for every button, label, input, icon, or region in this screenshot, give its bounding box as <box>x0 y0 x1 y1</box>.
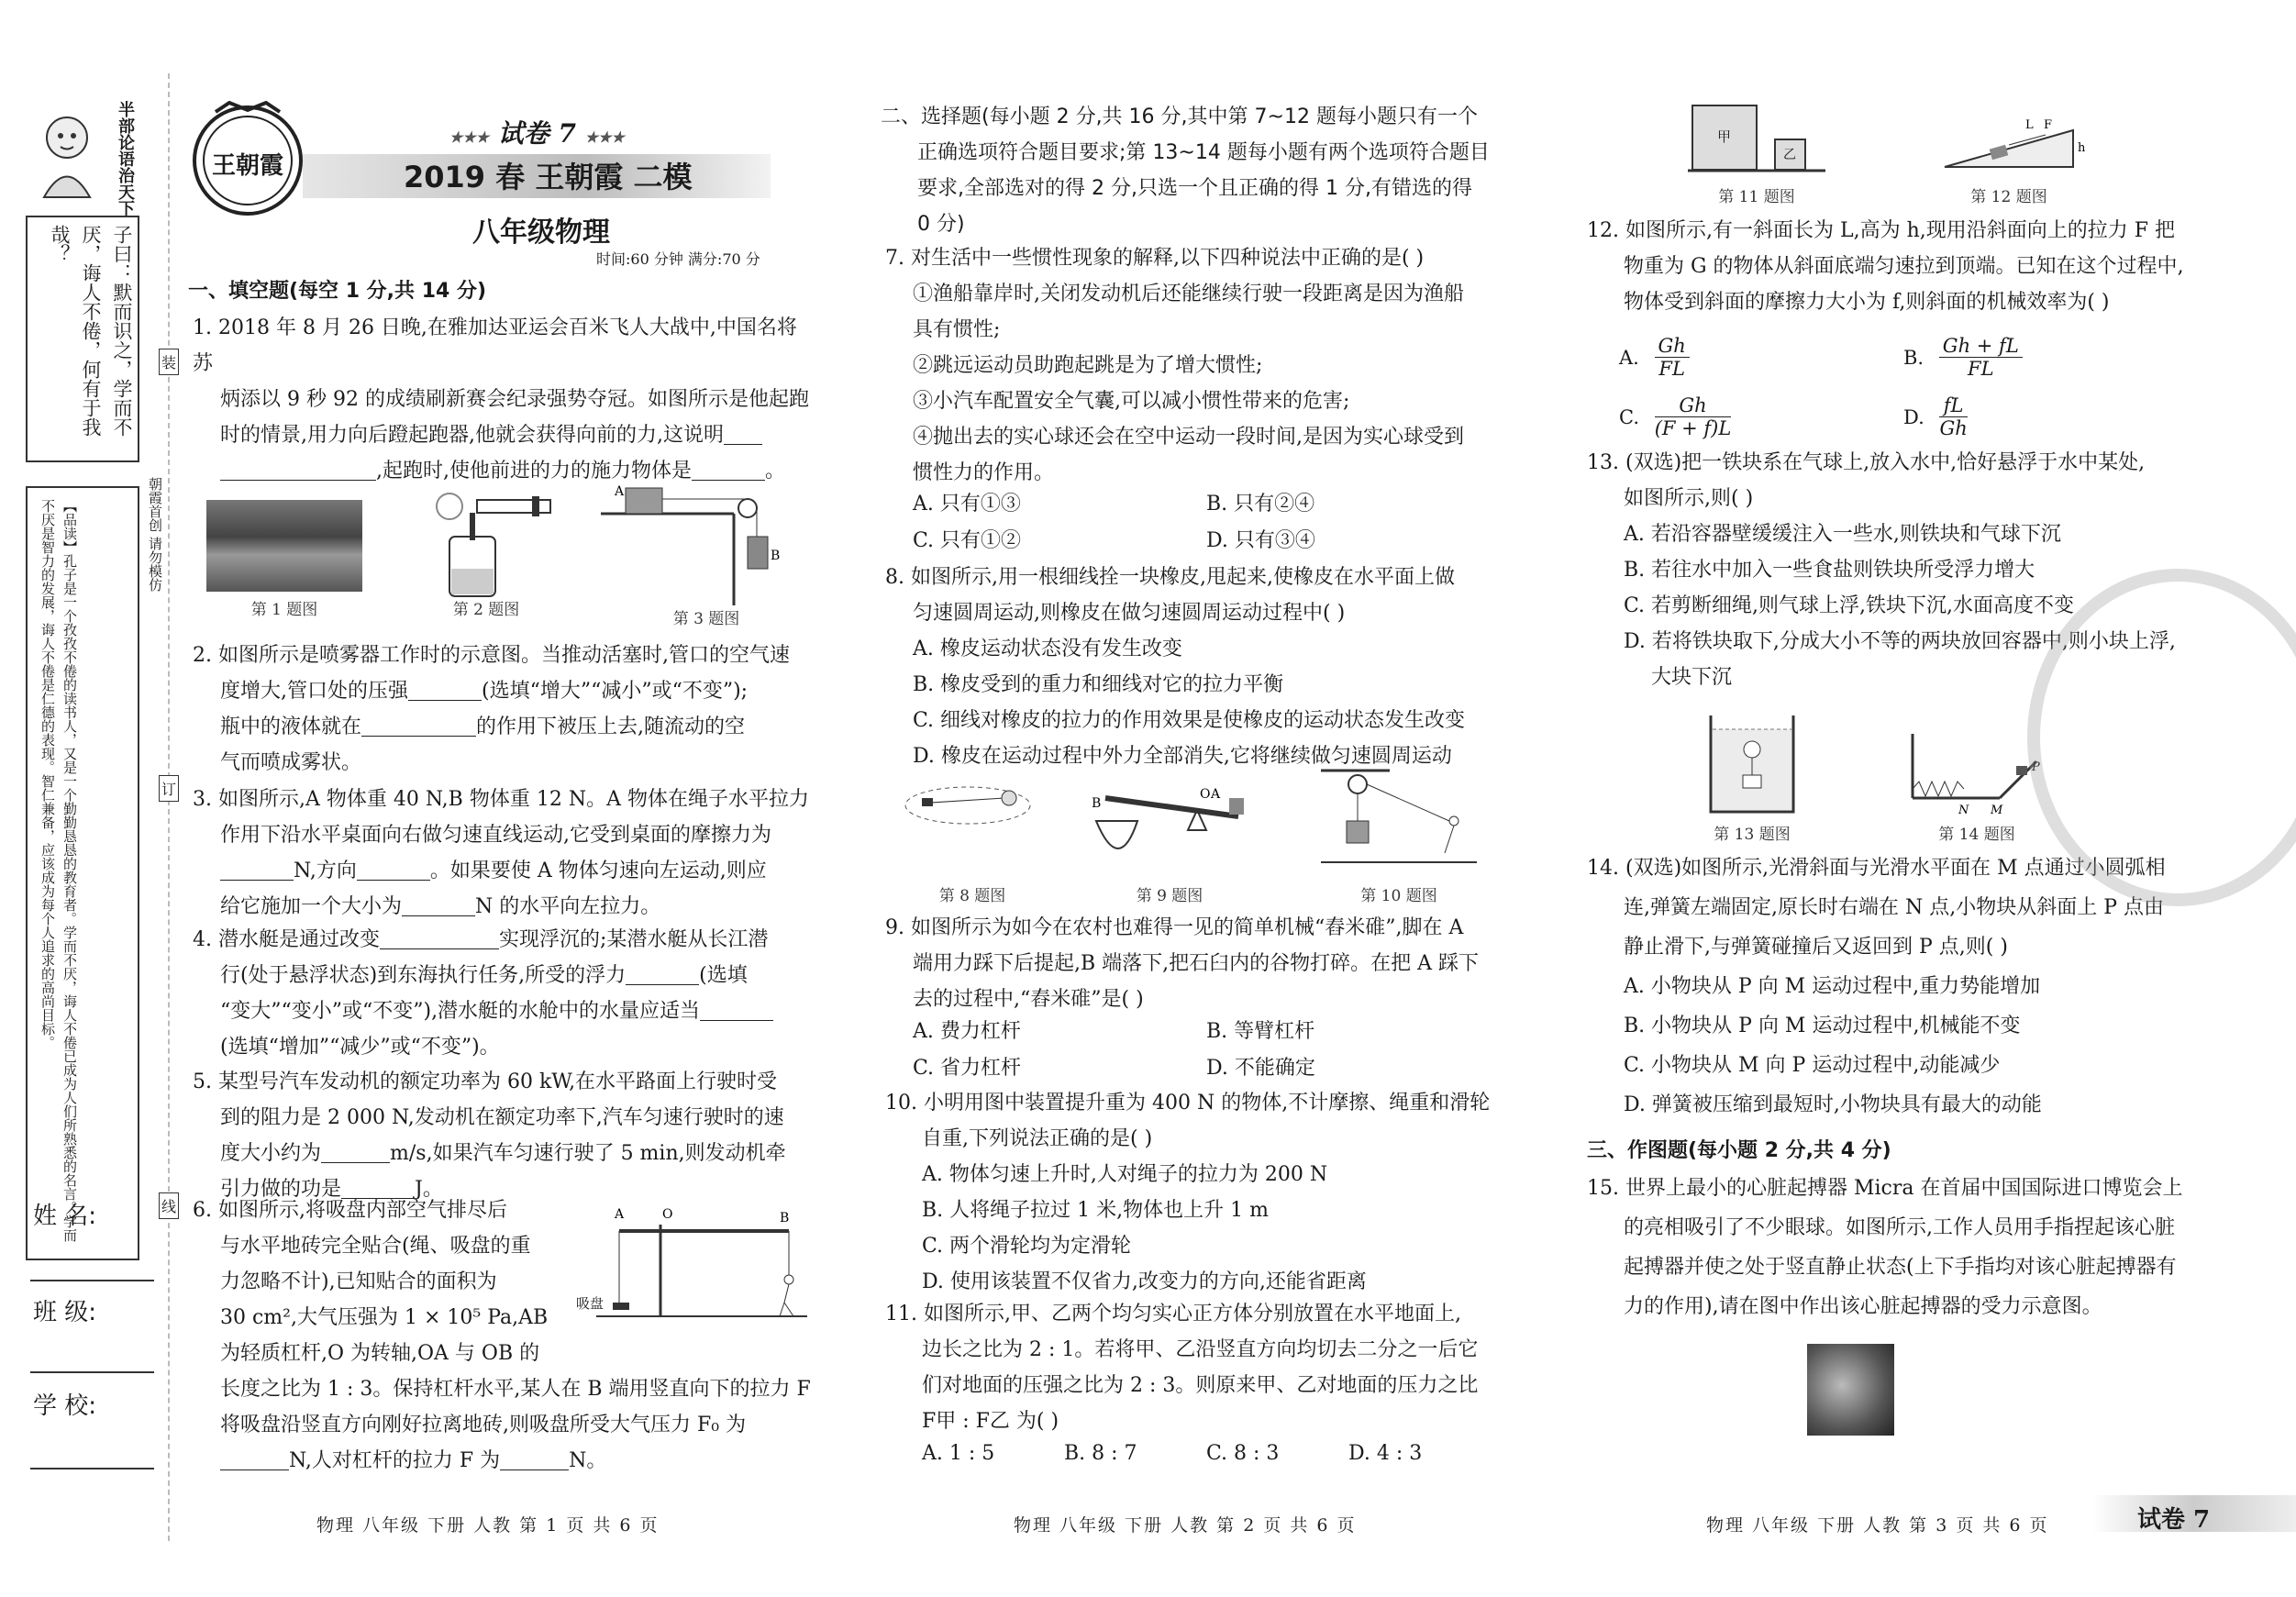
section2-title-line: 要求,全部选对的得 2 分,只选一个且正确的得 1 分,有错选的得 <box>917 177 1472 200</box>
q11-line: 们对地面的压强之比为 2 : 3。则原来甲、乙对地面的压力之比 <box>922 1374 1479 1397</box>
q4-text: 实现浮沉的;某潜水艇从长江潜 <box>498 928 769 951</box>
svg-text:B: B <box>771 549 780 563</box>
q8-line: 8. 如图所示,用一根细线拴一块橡皮,甩起来,使橡皮在水平面上做 <box>885 566 1455 589</box>
q2-text: 瓶中的液体就在 <box>220 715 362 738</box>
footer-page-1: 物理 八年级 下册 人教 第 1 页 共 6 页 <box>316 1515 660 1536</box>
q6-line: 6. 如图所示,将吸盘内部空气排尽后 <box>193 1199 507 1222</box>
figure-14-spring <box>1908 725 2046 816</box>
numerator: Gh <box>1655 335 1690 358</box>
answer-blank[interactable] <box>220 458 376 481</box>
name-label: 姓 名: <box>33 1203 97 1230</box>
q7-line: 惯性力的作用。 <box>913 461 1055 484</box>
q6-line <box>193 1443 826 1479</box>
q7-line: ③小汽车配置安全气囊,可以减小惯性带来的危害; <box>913 390 1350 413</box>
option-a[interactable]: A. 小物块从 P 向 M 运动过程中,重力势能增加 <box>1624 975 2041 998</box>
answer-blank[interactable] <box>357 858 430 881</box>
q4-line <box>193 993 816 1029</box>
school-label: 学 校: <box>33 1392 97 1420</box>
answer-blank[interactable] <box>500 1447 569 1470</box>
q11-line: 边长之比为 2 : 1。若将甲、乙沿竖直方向均切去二分之一后它 <box>922 1338 1479 1361</box>
figure-6-lever <box>596 1202 807 1321</box>
figure-8-rotation <box>904 771 1041 835</box>
denominator: FL <box>1658 358 1685 380</box>
figure-14-caption: 第 14 题图 <box>1938 826 2015 844</box>
option-b[interactable]: B. 小物块从 P 向 M 运动过程中,机械能不变 <box>1624 1015 2021 1037</box>
q10-line: 10. 小明用图中装置提升重为 400 N 的物体,不计摩擦、绳重和滑轮 <box>885 1092 1491 1115</box>
section2-title-line: 正确选项符合题目要求;第 13~14 题每小题有两个选项符合题目 <box>917 141 1490 164</box>
figure-1-image <box>206 500 362 592</box>
option-c[interactable] <box>1619 394 1731 440</box>
option-d[interactable]: D. 弹簧被压缩到最短时,小物块具有最大的动能 <box>1624 1093 2042 1116</box>
question-4 <box>193 922 816 1065</box>
q4-text: 行(处于悬浮状态)到东海执行任务,所受的浮力 <box>220 964 627 987</box>
option-d[interactable]: D. 4 : 3 <box>1348 1442 1423 1465</box>
option-letter: B. <box>1903 347 1924 369</box>
q9-options <box>913 1014 1509 1087</box>
figure-9-caption: 第 9 题图 <box>1136 887 1203 905</box>
time-info: 时间:60 分钟 满分:70 分 <box>596 250 760 268</box>
q15-line: 力的作用),请在图中作出该心脏起搏器的受力示意图。 <box>1624 1295 2102 1318</box>
answer-blank[interactable] <box>626 962 699 985</box>
cut-mark-2: 订 <box>159 775 179 802</box>
q15-line: 的亮相吸引了不少眼球。如图所示,工作人员用手指捏起该心脏 <box>1624 1216 2175 1239</box>
q2-line <box>193 673 816 709</box>
figure-3-pulley <box>596 477 780 605</box>
option-b[interactable]: B. 人将绳子拉过 1 米,物体也上升 1 m <box>922 1199 1269 1222</box>
header-series <box>449 114 625 150</box>
q9-line: 去的过程中,“舂米碓”是( ) <box>913 988 1144 1011</box>
option-a[interactable]: A. 1 : 5 <box>922 1442 995 1465</box>
q7-line: 具有惯性; <box>913 318 1001 341</box>
option-a[interactable]: A. 若沿容器壁缓缓注入一些水,则铁块和气球下沉 <box>1624 523 2061 546</box>
page-title: 2019 春 王朝霞 二模 <box>404 160 693 194</box>
q2-text: (选填“增大”“减小”或“不变”); <box>482 680 749 703</box>
q11-line: F甲 : F乙 为( ) <box>922 1410 1059 1433</box>
q5-text: 引力做的功是 <box>220 1178 342 1201</box>
answer-blank[interactable] <box>724 422 762 445</box>
q12-line: 物体受到斜面的摩擦力大小为 f,则斜面的机械效率为( ) <box>1624 291 2110 314</box>
q15-line: 15. 世界上最小的心脏起搏器 Micra 在首届中国国际进口博览会上 <box>1587 1177 2183 1200</box>
q12-line: 物重为 G 的物体从斜面底端匀速拉到顶端。已知在这个过程中, <box>1624 255 2184 278</box>
q9-line: 端用力踩下后提起,B 端落下,把石臼内的谷物打碎。在把 A 踩下 <box>913 952 1480 975</box>
svg-text:N: N <box>1958 804 1969 816</box>
denominator: FL <box>1968 358 1994 380</box>
cut-mark-3: 线 <box>159 1192 179 1219</box>
q12-line: 12. 如图所示,有一斜面长为 L,高为 h,现用沿斜面向上的拉力 F 把 <box>1587 219 2175 242</box>
q1-line: 1. 2018 年 8 月 26 日晚,在雅加达亚运会百米飞人大战中,中国名将苏 <box>193 316 797 375</box>
motto-vertical: 半部论语治天下 <box>116 101 135 216</box>
q3-line: 3. 如图所示,A 物体重 40 N,B 物体重 12 N。A 物体在绳子水平拉力 <box>193 788 809 811</box>
numerator: fL <box>1939 394 1967 417</box>
q3-text: N,方向 <box>294 859 357 882</box>
sidebar <box>26 101 154 1532</box>
fraction <box>1655 394 1732 439</box>
subject-title: 八年级物理 <box>472 216 610 249</box>
class-field[interactable] <box>30 1362 154 1373</box>
q8-line: 匀速圆周运动,则橡皮在做匀速圆周运动过程中( ) <box>913 602 1346 625</box>
option-d[interactable]: D. 使用该装置不仅省力,改变力的方向,还能省距离 <box>922 1270 1367 1293</box>
option-a[interactable]: A. 物体匀速上升时,人对绳子的拉力为 200 N <box>922 1163 1328 1186</box>
svg-text:B: B <box>1092 796 1102 811</box>
option-d[interactable]: D. 若将铁块取下,分成大小不等的两块放回容器中,则小块上浮, <box>1624 630 2176 653</box>
q3-text: 。如果要使 A 物体匀速向左运动,则应 <box>429 859 767 882</box>
figure-12-incline <box>1936 101 2091 174</box>
q1-line: 炳添以 9 秒 92 的成绩刷新赛会纪录强势夺冠。如图所示是他起跑 <box>220 388 809 411</box>
name-field[interactable] <box>30 1270 154 1281</box>
answer-blank[interactable] <box>321 1140 390 1163</box>
svg-text:A: A <box>1211 787 1221 802</box>
q6-line: 长度之比为 1 : 3。保持杠杆水平,某人在 B 端用竖直向下的拉力 F <box>220 1378 811 1401</box>
option-b[interactable] <box>1903 335 2023 381</box>
answer-blank[interactable] <box>408 678 482 701</box>
answer-blank[interactable] <box>220 1447 289 1470</box>
option-c[interactable]: C. 8 : 3 <box>1206 1442 1280 1465</box>
q13-line: 如图所示,则( ) <box>1624 487 1754 510</box>
q7-line: ①渔船靠岸时,关闭发动机后还能继续行驶一段距离是因为渔船 <box>913 283 1464 305</box>
question-1 <box>193 310 816 489</box>
question-9 <box>885 910 1527 1017</box>
cartoon-figure-icon <box>26 110 108 202</box>
section2-title <box>881 99 1523 242</box>
option-c[interactable]: C. 细线对橡皮的拉力的作用效果是使橡皮的运动状态发生改变 <box>913 709 1466 732</box>
q3-line <box>193 889 816 925</box>
binding-line <box>168 73 170 1541</box>
option-letter: A. <box>1619 347 1639 369</box>
option-letter: C. <box>1619 406 1639 428</box>
svg-text:A: A <box>615 1207 625 1222</box>
q7-line: ②跳远运动员助跑起跳是为了增大惯性; <box>913 354 1263 377</box>
figure-2-sprayer <box>413 482 560 601</box>
section1-title: 一、填空题(每空 1 分,共 14 分) <box>188 280 487 303</box>
option-c[interactable]: C. 小物块从 M 向 P 运动过程中,动能减少 <box>1624 1054 2001 1077</box>
q4-line <box>193 922 816 958</box>
option-a[interactable]: A. 只有①③ <box>913 493 1021 516</box>
figure-11-caption: 第 11 题图 <box>1718 188 1795 206</box>
series-label: 试卷 7 <box>497 118 577 149</box>
fraction <box>1939 394 1967 439</box>
q11-options <box>922 1436 1518 1472</box>
footer-page-3: 物理 八年级 下册 人教 第 3 页 共 6 页 <box>1706 1515 2049 1536</box>
fraction <box>1939 335 2023 380</box>
figure-8-caption: 第 8 题图 <box>938 887 1006 905</box>
question-10 <box>885 1085 1527 1300</box>
option-d[interactable]: D. 橡皮在运动过程中外力全部消失,它将继续做匀速圆周运动 <box>913 745 1452 768</box>
q2-line: 气而喷成雾状。 <box>220 751 362 774</box>
q1-text: 。 <box>765 460 786 482</box>
answer-blank[interactable] <box>380 926 499 949</box>
svg-text:L: L <box>2025 118 2034 132</box>
q14-line: 14. (双选)如图所示,光滑斜面与光滑水平面在 M 点通过小圆弧相 <box>1587 857 2166 880</box>
svg-text:O: O <box>1200 787 1211 802</box>
quote-text: 子曰：默而识之，学而不厌，诲人不倦，何有于我哉？ <box>49 225 133 437</box>
q5-text: m/s,如果汽车匀速行驶了 5 min,则发动机牵 <box>390 1142 786 1165</box>
q10-line: 自重,下列说法正确的是( ) <box>922 1127 1153 1150</box>
q4-text: “变大”“变小”或“不变”),潜水艇的水舱中的水量应适当 <box>220 1000 701 1023</box>
q9-line: 9. 如图所示为如今在农村也难得一见的简单机械“舂米碓”,脚在 A <box>885 916 1464 939</box>
denominator: (F + f)L <box>1654 417 1732 439</box>
q5-line <box>193 1136 816 1171</box>
q15-line: 起搏器并使之处于竖直静止状态(上下手指均对该心脏起搏器有 <box>1624 1256 2177 1279</box>
reading-box <box>26 486 139 1260</box>
figure-15-pacemaker-photo <box>1807 1344 1894 1436</box>
quote-box <box>26 216 139 462</box>
answer-blank[interactable] <box>700 998 773 1021</box>
figure-2-caption: 第 2 题图 <box>452 601 520 619</box>
footer-series: 试卷 7 <box>2137 1506 2211 1534</box>
q7-options <box>913 486 1509 560</box>
section2-title-line: 二、选择题(每小题 2 分,共 16 分,其中第 7~12 题每小题只有一个 <box>881 105 1478 128</box>
q5-line: 5. 某型号汽车发动机的额定功率为 60 kW,在水平路面上行驶时受 <box>193 1070 778 1093</box>
question-11 <box>885 1296 1527 1439</box>
figure-13-container <box>1706 711 1798 816</box>
reading-text: 【品读】孔子是一个孜孜不倦的读书人，又是一个勤勤恳恳的教育者。学而不厌，诲人不倦已成为人们所熟悉的名言。学而不厌是智力的发展，诲人不倦是仁德的表现。智仁兼备，应该成为每个人追求的高尚目标。 <box>39 499 78 1242</box>
q2-line <box>193 709 816 745</box>
q6-text: N。 <box>569 1449 607 1472</box>
option-a[interactable] <box>1619 335 1690 381</box>
q13-line: 大块下沉 <box>1651 666 1733 689</box>
question-7 <box>885 240 1527 491</box>
q11-line: 11. 如图所示,甲、乙两个均匀实心正方体分别放置在水平地面上, <box>885 1303 1461 1325</box>
figure-10-caption: 第 10 题图 <box>1360 887 1437 905</box>
q14-line: 静止滑下,与弹簧碰撞后又返回到 P 点,则( ) <box>1624 936 2008 959</box>
q5-line: 到的阻力是 2 000 N,发动机在额定功率下,汽车匀速行驶时的速 <box>220 1106 784 1129</box>
numerator: Gh + fL <box>1939 335 2023 358</box>
answer-blank[interactable] <box>220 858 294 881</box>
series-stars-right: ★★★ <box>584 128 625 146</box>
option-a[interactable]: A. 橡皮运动状态没有发生改变 <box>913 638 1182 660</box>
question-5 <box>193 1064 816 1207</box>
option-d[interactable]: D. 不能确定 <box>1206 1057 1315 1080</box>
q3-text: N 的水平向左拉力。 <box>475 895 661 918</box>
q7-line: 7. 对生活中一些惯性现象的解释,以下四种说法中正确的是( ) <box>885 247 1425 270</box>
question-15 <box>1587 1169 2247 1326</box>
q3-text: 给它施加一个大小为 <box>220 895 403 918</box>
q1-line <box>193 417 816 453</box>
svg-text:A: A <box>615 484 625 499</box>
cube-yi-label: 乙 <box>1783 148 1796 162</box>
numerator: Gh <box>1655 394 1732 417</box>
option-a[interactable]: A. 费力杠杆 <box>913 1020 1021 1043</box>
figure-9-lever <box>1092 775 1257 876</box>
svg-text:P: P <box>2032 760 2040 774</box>
option-b[interactable]: B. 若往水中加入一些食盐则铁块所受浮力增大 <box>1624 559 2035 582</box>
option-b[interactable]: B. 只有②④ <box>1206 493 1315 516</box>
option-b[interactable]: B. 8 : 7 <box>1064 1442 1137 1465</box>
section3-title: 三、作图题(每小题 2 分,共 4 分) <box>1587 1139 1891 1162</box>
svg-text:F: F <box>2044 118 2053 132</box>
q14-line: 连,弹簧左端固定,原长时右端在 N 点,小物块从斜面上 P 点由 <box>1624 896 2165 919</box>
svg-text:h: h <box>2078 141 2086 155</box>
answer-blank[interactable] <box>402 893 475 916</box>
figure-6-label: 吸盘 <box>576 1295 605 1312</box>
option-b[interactable]: B. 等臂杠杆 <box>1206 1020 1315 1043</box>
q6-line: 为轻质杠杆,O 为转轴,OA 与 OB 的 <box>220 1342 540 1365</box>
q6-line: 力忽略不计),已知贴合的面积为 <box>220 1270 497 1293</box>
q6-line: 与水平地砖完全贴合(绳、吸盘的重 <box>220 1235 531 1258</box>
question-8 <box>885 560 1527 774</box>
option-c[interactable]: C. 只有①② <box>913 529 1022 552</box>
question-12 <box>1587 213 2247 320</box>
svg-text:B: B <box>780 1211 790 1225</box>
q2-line: 2. 如图所示是喷雾器工作时的示意图。当推动活塞时,管口的空气速 <box>193 644 790 667</box>
q1-text: 时的情景,用力向后蹬起跑器,他就会获得向前的力,这说明 <box>220 424 724 447</box>
school-field[interactable] <box>30 1458 154 1469</box>
figure-11-cubes <box>1688 101 1825 174</box>
option-letter: D. <box>1903 406 1924 428</box>
option-d[interactable]: D. 只有③④ <box>1206 529 1315 552</box>
svg-text:M: M <box>1991 804 2003 816</box>
svg-text:O: O <box>662 1207 673 1222</box>
figure-1-caption: 第 1 题图 <box>250 601 318 619</box>
q7-line: ④抛出去的实心球还会在空中运动一段时间,是因为实心球受到 <box>913 426 1464 449</box>
fraction <box>1655 335 1690 380</box>
denominator: Gh <box>1939 417 1968 439</box>
q6-text: N,人对杠杆的拉力 F 为 <box>289 1449 501 1472</box>
option-d[interactable] <box>1903 394 1968 440</box>
q4-text: 4. 潜水艇是通过改变 <box>193 928 380 951</box>
q4-text: (选填 <box>699 964 748 987</box>
q5-text: J。 <box>415 1178 443 1201</box>
q3-line <box>193 853 816 889</box>
q3-line: 作用下沿水平桌面向右做匀速直线运动,它受到桌面的摩擦力为 <box>220 824 771 847</box>
figure-12-caption: 第 12 题图 <box>1970 188 2047 206</box>
q5-text: 度大小约为 <box>220 1142 322 1165</box>
cube-jia-label: 甲 <box>1717 128 1732 145</box>
class-label: 班 级: <box>33 1299 97 1326</box>
series-stars-left: ★★★ <box>449 128 490 146</box>
q2-text: 度增大,管口处的压强 <box>220 680 408 703</box>
footer-page-2: 物理 八年级 下册 人教 第 2 页 共 6 页 <box>1014 1515 1357 1536</box>
question-2 <box>193 638 816 781</box>
option-c[interactable]: C. 若剪断细绳,则气球上浮,铁块下沉,水面高度不变 <box>1624 594 2075 617</box>
q1-text: ,起跑时,使他前进的力的施力物体是 <box>376 460 692 482</box>
cut-mark-1: 装 <box>159 349 179 375</box>
q13-line: 13. (双选)把一铁块系在气球上,放入水中,恰好悬浮于水中某处, <box>1587 451 2146 474</box>
header-logo <box>188 101 307 220</box>
figure-10-pulley <box>1321 766 1477 871</box>
option-c[interactable]: C. 两个滑轮均为定滑轮 <box>922 1235 1132 1258</box>
q2-text: 的作用下被压上去,随流动的空 <box>476 715 746 738</box>
logo-text: 王朝霞 <box>211 152 283 180</box>
q6-line: 将吸盘沿竖直方向刚好拉离地砖,则吸盘所受大气压力 F₀ 为 <box>220 1414 747 1436</box>
q4-line: (选填“增加”“减少”或“不变”)。 <box>220 1036 500 1059</box>
section2-title-line: 0 分) <box>917 213 965 236</box>
notice-vertical: 朝霞首创 请勿模仿 <box>147 477 163 592</box>
figure-3-caption: 第 3 题图 <box>672 610 740 628</box>
answer-blank[interactable] <box>361 714 476 737</box>
option-c[interactable]: C. 省力杠杆 <box>913 1057 1022 1080</box>
question-3 <box>193 782 816 925</box>
option-b[interactable]: B. 橡皮受到的重力和细线对它的拉力平衡 <box>913 673 1284 696</box>
q4-line <box>193 958 816 993</box>
q6-line: 30 cm²,大气压强为 1 × 10⁵ Pa,AB <box>220 1306 549 1329</box>
figure-13-caption: 第 13 题图 <box>1714 826 1791 844</box>
